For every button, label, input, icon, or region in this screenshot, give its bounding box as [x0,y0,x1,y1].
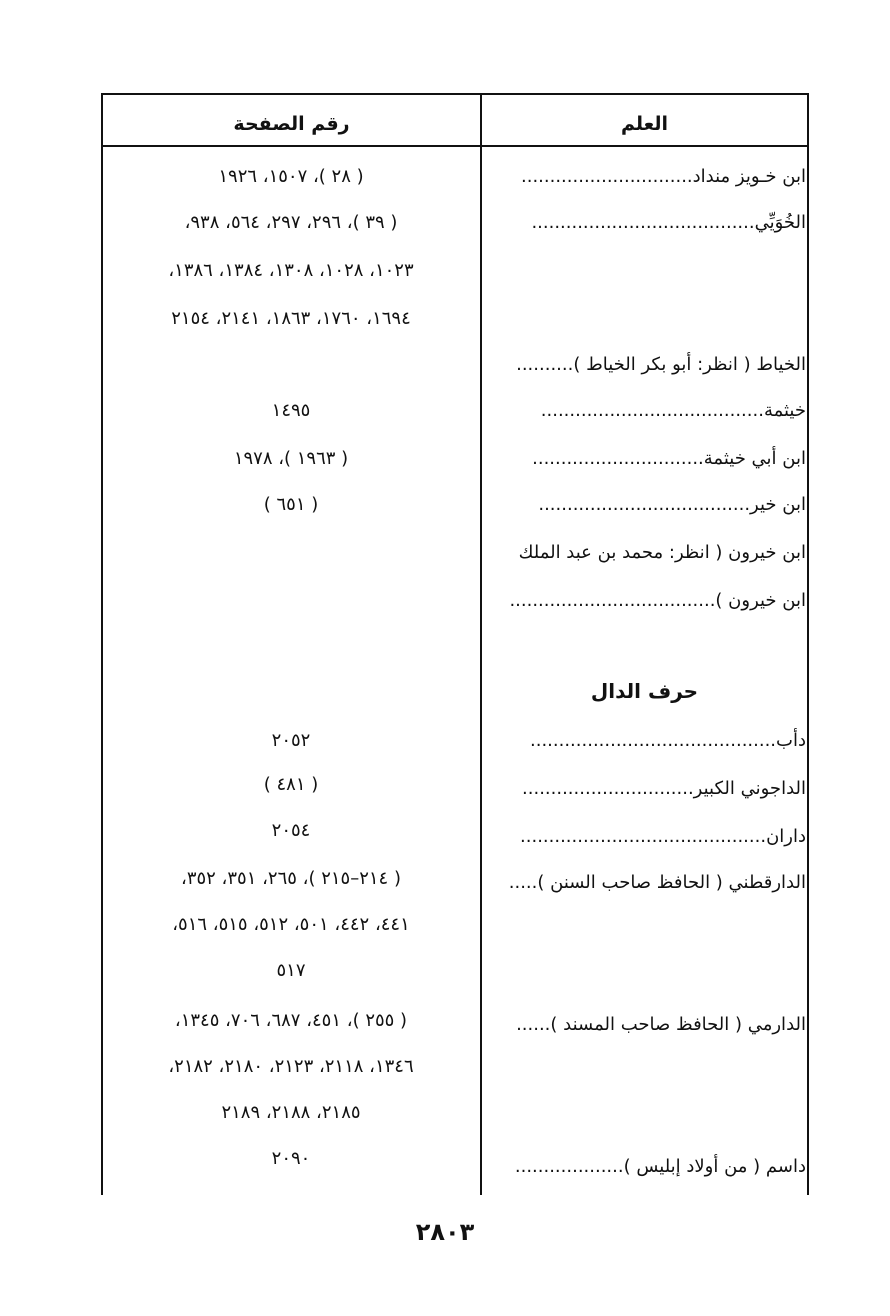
header-divider [101,145,809,147]
entry-name: داران........................................... [520,826,806,847]
entry-pages: ٤٤١، ٤٤٢، ٥٠١، ٥١٢، ٥١٥، ٥١٦، [172,914,410,935]
entry-name: الداجوني الكبير.............................. [522,778,806,799]
entry-name: الخياط ( انظر: أبو بكر الخياط ).......... [516,354,806,375]
entry-name: دأب........................................... [530,730,806,751]
entry-pages: ( ٤٨١ ) [263,774,319,795]
page-number: ٢٨٠٣ [415,1218,475,1246]
entry-pages: ( ٣٩ )، ٢٩٦، ٢٩٧، ٥٦٤، ٩٣٨، [184,212,398,233]
section-heading: حرف الدال [590,679,699,703]
entry-name: ابن خير..................................... [538,494,806,515]
entry-name: داسم ( من أولاد إبليس )................... [514,1156,806,1177]
entry-name: الدارمي ( الحافظ صاحب المسند )...... [516,1014,806,1035]
entry-pages: ( ٢٨ )، ١٥٠٧، ١٩٢٦ [218,166,364,187]
entry-pages: ٥١٧ [276,960,306,981]
entry-pages: ١٣٤٦، ٢١١٨، ٢١٢٣، ٢١٨٠، ٢١٨٢، [168,1056,414,1077]
entry-pages: ١٠٢٣، ١٠٢٨، ١٣٠٨، ١٣٨٤، ١٣٨٦، [168,260,414,281]
column-header-pages: رقم الصفحة [233,113,350,135]
entry-pages: ( ٢١٤–٢١٥ )، ٢٦٥، ٣٥١، ٣٥٢، [181,868,401,889]
entry-pages: ١٤٩٥ [271,400,311,421]
column-divider [480,93,482,1195]
entry-pages: ( ٦٥١ ) [263,494,319,515]
entry-name: ابن خيرون ).................................... [509,590,806,611]
entry-pages: ٢٠٥٢ [271,730,311,751]
entry-name: خيثمة....................................... [540,400,806,421]
entry-pages: ( ٢٥٥ )، ٤٥١، ٦٨٧، ٧٠٦، ١٣٤٥، [174,1010,408,1031]
entry-pages: ٢٠٩٠ [271,1148,311,1169]
entry-pages: ٢٠٥٤ [271,820,311,841]
entry-pages: ٢١٨٥، ٢١٨٨، ٢١٨٩ [221,1102,361,1123]
entry-pages: ( ١٩٦٣ )، ١٩٧٨ [233,448,349,469]
entry-name: ابن خـويز منداد.............................. [521,166,806,187]
column-header-name: العلم [620,113,669,135]
entry-name: الخُوَيِّي....................................... [531,212,806,233]
entry-name: الدارقطني ( الحافظ صاحب السنن )..... [508,872,806,893]
entry-name: ابن خيرون ( انظر: محمد بن عبد الملك [518,542,806,563]
entry-name: ابن أبي خيثمة.............................. [532,448,806,469]
entry-pages: ١٦٩٤، ١٧٦٠، ١٨٦٣، ٢١٤١، ٢١٥٤ [171,308,411,329]
